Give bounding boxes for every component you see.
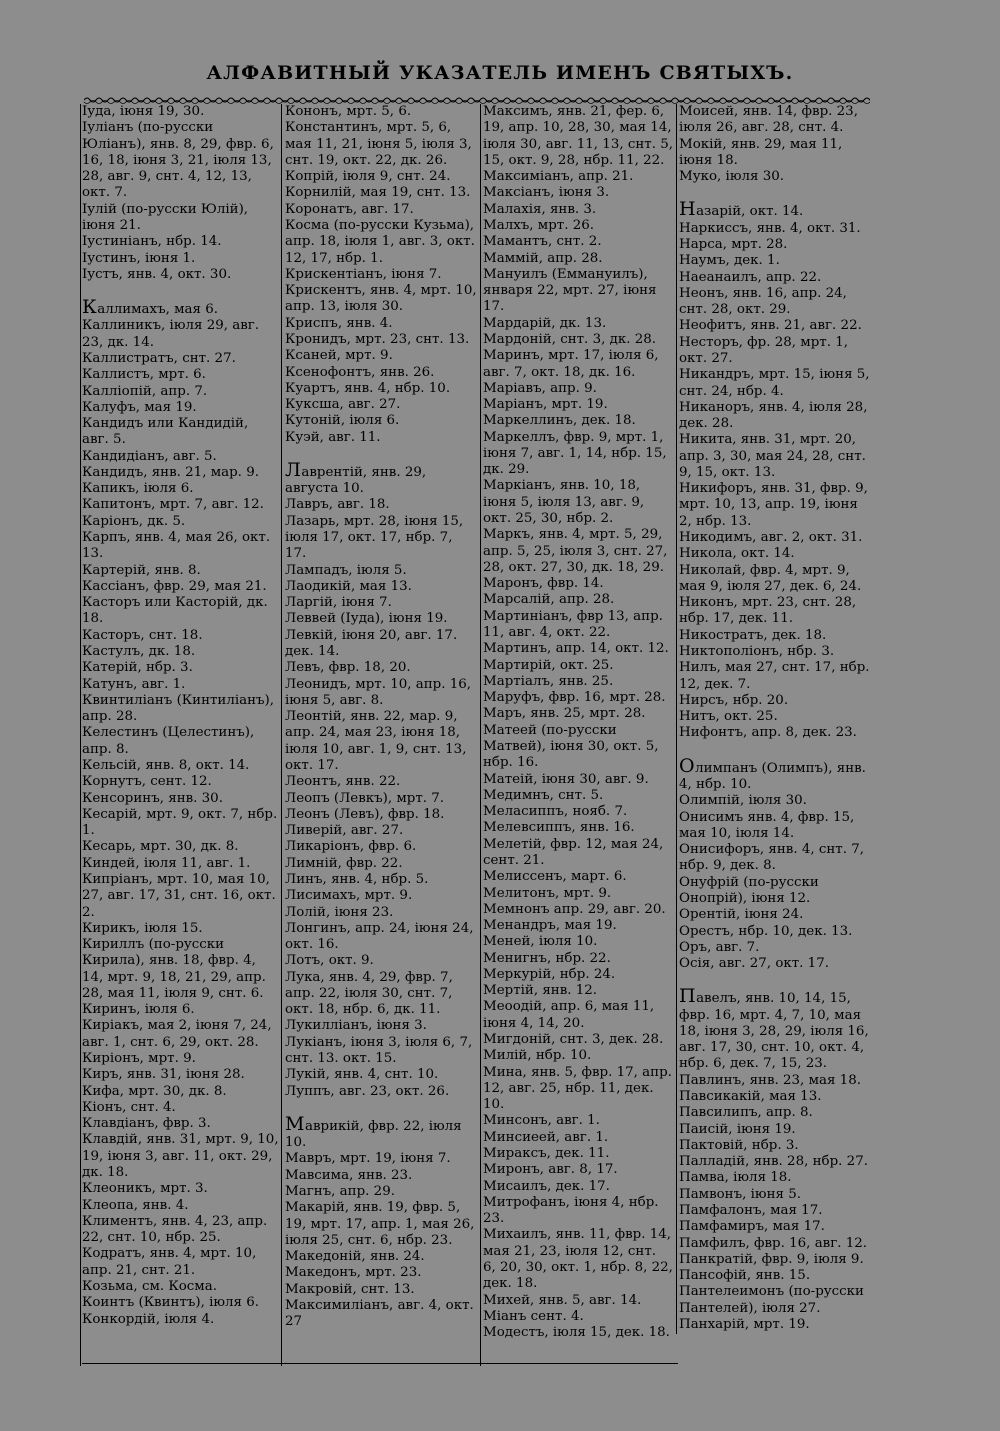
index-entry: Малхъ, мрт. 26.	[483, 217, 594, 233]
column-divider	[281, 104, 282, 1366]
index-entry: Никостратъ, дек. 18.	[679, 627, 827, 643]
entry-text: азарій, окт. 14.	[696, 204, 804, 220]
index-entry: Нарса, мрт. 28.	[679, 236, 788, 252]
index-entry: Маръ, янв. 25, мрт. 28.	[483, 706, 646, 722]
index-entry: Малахія, янв. 3.	[483, 201, 597, 217]
index-entry: Наркиссъ, янв. 4, окт. 31.	[679, 220, 861, 236]
index-entry: Мертій, янв. 12.	[483, 983, 598, 999]
index-entry: Кіонъ, снт. 4.	[82, 1099, 176, 1115]
index-entry: Крискентіанъ, іюня 7.	[285, 266, 442, 282]
index-entry: Мокій, янв. 29, мая 11, іюня 18.	[679, 136, 843, 168]
index-entry: Кронидъ, мрт. 23, снт. 13.	[285, 331, 470, 347]
index-entry: Каллиникъ, іюля 29, авг. 23, дк. 14.	[82, 318, 260, 350]
index-entry: Мардоній, снт. 3, дк. 28.	[483, 331, 657, 347]
column-divider	[676, 104, 677, 1334]
index-entry: Онисимъ янв. 4, фвр. 15, мая 10, іюля 14.	[679, 809, 855, 841]
section-initial-letter: П	[679, 985, 697, 1008]
index-entry: Киръ, янв. 31, іюня 28.	[82, 1067, 245, 1083]
index-entry: Маронъ, фвр. 14.	[483, 576, 604, 592]
index-entry: Мануилъ (Еммануилъ), января 22, мрт. 27, іюня 17.	[483, 266, 657, 315]
index-entry: Миронъ, авг. 8, 17.	[483, 1162, 618, 1178]
index-entry: Лонгинъ, апр. 24, іюня 24, окт. 16.	[285, 920, 474, 953]
index-entry: Картерій, янв. 8.	[82, 562, 201, 578]
index-entry: Климентъ, янв. 4, 23, апр. 22, снт. 10, нбр. 25.	[82, 1213, 268, 1246]
entry-text: авелъ, янв. 10, 14, 15, фвр. 16, мрт. 4, 7, 10, мая 18, іюня 3, 28, 29, іюля 16, авг. 17, 30, снт. 10, окт. 4, нбр. 6, дек. 7, 15, 23.	[679, 991, 869, 1072]
index-entry: Максимъ, янв. 21, фер. 6, 19, апр. 10, 28, 30, мая 14, іюля 30, авг. 11, 13, снт. 5, 15, окт. 9, 28, нбр. 11, 22.	[483, 104, 673, 168]
index-entry: Конкордій, іюля 4.	[82, 1311, 215, 1327]
index-entry: Копрій, іюля 9, снт. 24.	[285, 169, 451, 185]
index-entry: Киринъ, іюля 6.	[82, 1002, 195, 1018]
index-entry: Маринъ, мрт. 17, іюля 6, авг. 7, окт. 18, дк. 16.	[483, 348, 659, 380]
index-entry: Ликаріонъ, фвр. 6.	[285, 839, 417, 855]
index-entry: Ксаней, мрт. 9.	[285, 348, 393, 364]
index-entry: Іуліанъ (по-русски Юліанъ), янв. 8, 29, фвр. 6, 16, 18, іюня 3, 21, іюля 13, 28, авг. 9, снт. 4, 12, 13, окт. 7.	[82, 120, 274, 201]
index-entry: Кандидъ или Кандидій, авг. 5.	[82, 416, 249, 448]
index-entry: Леонъ (Левъ), фвр. 18.	[285, 806, 445, 822]
index-entry: Калліопій, апр. 7.	[82, 383, 208, 399]
index-entry: Македоній, янв. 24.	[285, 1249, 425, 1265]
index-entry: Кипріанъ, мрт. 10, мая 10, 27, авг. 17, 31, снт. 16, окт. 2.	[82, 871, 276, 920]
index-entry: Павлинъ, янв. 23, мая 18.	[679, 1072, 861, 1088]
index-entry: Меркурій, нбр. 24.	[483, 966, 616, 982]
index-entry: Пактовій, нбр. 3.	[679, 1137, 799, 1153]
entry-text: аврентій, янв. 29, августа 10.	[285, 464, 427, 497]
index-entry: Кассіанъ, фвр. 29, мая 21.	[82, 578, 267, 594]
index-entry: Макарій, янв. 19, фвр. 5, 19, мрт. 17, апр. 1, мая 26, іюля 25, снт. 6, нбр. 23.	[285, 1200, 475, 1248]
index-entry: Квинтиліанъ (Кинтиліанъ), апр. 28.	[82, 692, 275, 725]
index-entry: Наумъ, дек. 1.	[679, 253, 780, 269]
index-entry: Коинтъ (Квинтъ), іюля 6.	[82, 1295, 260, 1311]
index-entry: Михаилъ, янв. 11, фвр. 14, мая 21, 23, іюля 12, снт. 6, 20, 30, окт. 1, нбр. 8, 22, дек. 18.	[483, 1227, 673, 1292]
index-entry: Палладій, янв. 28, нбр. 27.	[679, 1154, 868, 1170]
index-entry: Мелевсиппъ, янв. 16.	[483, 820, 635, 836]
index-entry: Касторъ, снт. 18.	[82, 627, 203, 643]
index-entry: Николай, фвр. 4, мрт. 9, мая 9, іюля 27, дек. 6, 24.	[679, 562, 862, 594]
index-entry: Корнилій, мая 19, снт. 13.	[285, 185, 471, 201]
index-entry: Кенсоринъ, янв. 30.	[82, 790, 223, 806]
index-entry: Михей, янв. 5, авг. 14.	[483, 1292, 642, 1308]
section-initial-letter: Н	[679, 198, 697, 221]
page-title: АЛФАВИТНЫЙ УКАЗАТЕЛЬ ИМЕНЪ СВЯТЫХЪ.	[206, 62, 794, 84]
index-entry: Онуфрій (по-русски Онопрій), іюня 12.	[679, 874, 819, 906]
index-entry: Лукилліанъ, іюня 3.	[285, 1018, 427, 1034]
index-entry: Мартіалъ, янв. 25.	[483, 673, 614, 689]
index-entry: Онисифоръ, янв. 4, снт. 7, нбр. 9, дек. 8.	[679, 842, 864, 874]
index-entry: Левъ, фвр. 18, 20.	[285, 660, 411, 676]
index-entry: Осія, авг. 27, окт. 17.	[679, 956, 829, 972]
index-entry: Косма (по-русски Кузьма), апр. 18, іюля 1, авг. 3, окт. 12, 17, нбр. 1.	[285, 217, 475, 266]
index-entry: Нитъ, окт. 25.	[679, 709, 778, 725]
letter-section-first-entry	[679, 198, 873, 221]
index-entry: Карпъ, янв. 4, мая 26, окт. 13.	[82, 530, 271, 562]
index-entry: Леонтій, янв. 22, мар. 9, апр. 24, мая 23, іюня 18, іюля 10, авг. 1, 9, снт. 13, окт. 17.	[285, 709, 467, 773]
index-entry: Нирсъ, нбр. 20.	[679, 692, 789, 708]
index-entry: Коронатъ, авг. 17.	[285, 201, 414, 217]
index-entry: Калуфъ, мая 19.	[82, 399, 197, 415]
index-entry: Никифоръ, янв. 31, фвр. 9, мрт. 10, 13, апр. 19, іюня 2, нбр. 13.	[679, 481, 868, 529]
index-entry: Мигдоній, снт. 3, дек. 28.	[483, 1032, 664, 1048]
index-entry: Марсалій, апр. 28.	[483, 592, 615, 608]
index-column-1	[82, 104, 279, 1328]
index-entry: Панкратій, фвр. 9, іюля 9.	[679, 1251, 864, 1267]
index-entry: Козьма, см. Косма.	[82, 1278, 217, 1294]
index-entry: Олимпій, іюля 30.	[679, 793, 807, 809]
index-entry: Никтополіонъ, нбр. 3.	[679, 644, 835, 659]
index-entry: Кельсій, янв. 8, окт. 14.	[82, 757, 250, 773]
index-entry: Киндей, іюля 11, авг. 1.	[82, 855, 251, 871]
index-entry: Несторъ, фр. 28, мрт. 1, окт. 27.	[679, 334, 848, 366]
index-entry: Маммій, апр. 28.	[483, 250, 603, 266]
index-entry: Леопъ (Левкъ), мрт. 7.	[285, 790, 445, 806]
index-entry: Никаноръ, янв. 4, іюля 28, дек. 28.	[679, 399, 868, 432]
index-entry: Никола, окт. 14.	[679, 546, 795, 562]
index-entry: Куксша, авг. 27.	[285, 397, 401, 413]
index-entry: Памва, іюля 18.	[679, 1170, 792, 1186]
index-entry: Клеопа, янв. 4.	[82, 1197, 189, 1213]
bottom-rule	[82, 1363, 678, 1364]
index-entry: Каріонъ, дк. 5.	[82, 513, 186, 529]
index-entry: Ларгій, іюня 7.	[285, 595, 392, 611]
index-entry: Келестинъ (Целестинъ), апр. 8.	[82, 725, 255, 757]
index-entry: Никита, янв. 31, мрт. 20, апр. 3, 30, мая 24, 28, снт. 9, 15, окт. 13.	[679, 432, 866, 480]
index-entry: Неонъ, янв. 16, апр. 24, снт. 28, окт. 29.	[679, 285, 847, 318]
index-entry: Капикъ, іюля 6.	[82, 481, 194, 497]
index-entry: Орентій, іюня 24.	[679, 907, 804, 923]
index-entry: Іустинъ, іюня 1.	[82, 250, 196, 266]
index-entry: Кесарь, мрт. 30, дк. 8.	[82, 839, 239, 855]
index-entry: Киріонъ, мрт. 9.	[82, 1051, 196, 1067]
index-entry: Лука, янв. 4, 29, фвр. 7, апр. 22, іюля 30, снт. 7, окт. 18, нбр. 6, дк. 11.	[285, 969, 453, 1018]
index-entry: Мартирій, окт. 25.	[483, 657, 614, 673]
index-entry: Іустиніанъ, нбр. 14.	[82, 234, 222, 250]
index-entry: Маркеллинъ, дек. 18.	[483, 413, 636, 429]
index-entry: Матеій, іюня 30, авг. 9.	[483, 771, 649, 787]
entry-text: лимпанъ (Олимпъ), янв. 4, нбр. 10.	[679, 760, 866, 792]
column-divider	[480, 104, 481, 1366]
index-entry: Магнъ, апр. 29.	[285, 1184, 395, 1199]
index-entry: Менигнъ, нбр. 22.	[483, 950, 611, 966]
index-entry: Памфамиръ, мая 17.	[679, 1219, 825, 1235]
index-entry: Мисаилъ, дек. 17.	[483, 1178, 610, 1194]
index-entry: Памфалонъ, мая 17.	[679, 1203, 823, 1218]
index-entry: Мамантъ, снт. 2.	[483, 234, 602, 250]
index-entry: Катерій, нбр. 3.	[82, 660, 193, 676]
index-entry: Іустъ, янв. 4, окт. 30.	[82, 266, 232, 282]
index-entry: Мавръ, мрт. 19, іюня 7.	[285, 1151, 451, 1167]
entry-text: аврикій, фвр. 22, іюля 10.	[285, 1118, 462, 1151]
index-entry: Никонъ, мрт. 23, снт. 28, нбр. 17, дек. 11.	[679, 595, 857, 627]
index-entry: Нифонтъ, апр. 8, дек. 23.	[679, 725, 857, 741]
letter-section-first-entry	[679, 754, 873, 794]
index-entry: Пансофій, янв. 15.	[679, 1268, 811, 1284]
index-entry: Лавръ, авг. 18.	[285, 497, 390, 513]
index-entry: Клавдіанъ, фвр. 3.	[82, 1116, 211, 1132]
index-entry: Меоодій, апр. 6, мая 11, іюня 4, 14, 20.	[483, 999, 655, 1031]
index-entry: Муко, іюля 30.	[679, 169, 784, 185]
index-entry: Кесарій, мрт. 9, окт. 7, нбр. 1.	[82, 806, 278, 839]
index-entry: Моисей, янв. 14, фвр. 23, іюля 26, авг. 28, снт. 4.	[679, 104, 858, 136]
index-entry: Лазарь, мрт. 28, іюня 15, іюля 17, окт. 17, нбр. 7, 17.	[285, 513, 464, 562]
index-entry: Каллистъ, мрт. 6.	[82, 367, 206, 383]
index-entry: Милій, нбр. 10.	[483, 1048, 592, 1064]
index-entry: Наеанаилъ, апр. 22.	[679, 269, 822, 285]
index-entry: Медимнъ, снт. 5.	[483, 787, 604, 803]
index-entry: Леввей (Іуда), іюня 19.	[285, 611, 448, 627]
index-entry: Лампадъ, іюля 5.	[285, 562, 407, 578]
index-entry: Памвонъ, іюня 5.	[679, 1186, 801, 1202]
index-entry: Менандръ, мая 19.	[483, 918, 617, 934]
section-initial-letter: М	[285, 1112, 305, 1135]
index-entry: Кастулъ, дк. 18.	[82, 644, 196, 659]
index-entry: Никодимъ, авг. 2, окт. 31.	[679, 530, 863, 546]
index-entry: Митрофанъ, іюня 4, нбр. 23.	[483, 1194, 659, 1227]
index-entry: Модестъ, іюля 15, дек. 18.	[483, 1325, 670, 1341]
index-entry: Макровій, снт. 13.	[285, 1281, 415, 1297]
index-entry: Кодратъ, янв. 4, мрт. 10, апр. 21, снт. 21.	[82, 1246, 257, 1278]
index-entry: Корнутъ, сент. 12.	[82, 774, 212, 790]
index-entry: Криспъ, янв. 4.	[285, 315, 393, 331]
index-entry: Нилъ, мая 27, снт. 17, нбр. 12, дек. 7.	[679, 660, 870, 692]
index-entry: Мелиссенъ, март. 6.	[483, 869, 627, 885]
index-entry: Кутоній, іюля 6.	[285, 413, 400, 429]
index-entry: Константинъ, мрт. 5, 6, мая 11, 21, іюня 5, іюля 3, снт. 19, окт. 22, дк. 26.	[285, 120, 472, 168]
index-entry: Клавдій, янв. 31, мрт. 9, 10, 19, іюня 3, авг. 11, окт. 29, дк. 18.	[82, 1132, 279, 1180]
index-entry: Павсикакій, мая 13.	[679, 1089, 822, 1105]
index-column-4	[679, 104, 873, 1333]
index-entry: Никандръ, мрт. 15, іюня 5, снт. 24, нбр. 4.	[679, 367, 870, 399]
index-entry: Маріавъ, апр. 9.	[483, 380, 597, 396]
index-entry: Капитонъ, мрт. 7, авг. 12.	[82, 497, 264, 513]
index-entry: Катунъ, авг. 1.	[82, 676, 186, 692]
index-entry: Касторъ или Касторій, дк. 18.	[82, 595, 268, 627]
index-entry: Лаодикій, мая 13.	[285, 578, 412, 594]
index-entry: Матеей (по-русски Матвей), іюня 30, окт. 5, нбр. 16.	[483, 722, 659, 771]
index-entry: Лукій, янв. 4, снт. 10.	[285, 1067, 439, 1083]
index-entry: Лотъ, окт. 9.	[285, 953, 374, 969]
index-entry: Лукіанъ, іюня 3, іюля 6, 7, снт. 13. окт. 15.	[285, 1034, 473, 1067]
letter-section-first-entry	[82, 296, 279, 319]
index-entry: Кандидъ, янв. 21, мар. 9.	[82, 464, 259, 480]
index-entry: Меласиппъ, нояб. 7.	[483, 804, 628, 820]
index-entry: Левкій, іюня 20, авг. 17. дек. 14.	[285, 627, 458, 659]
index-entry: Линъ, янв. 4, нбр. 5.	[285, 871, 429, 887]
index-entry: Минсонъ, авг. 1.	[483, 1113, 600, 1129]
index-entry: Куэй, авг. 11.	[285, 429, 381, 445]
index-entry: Мелетій, фвр. 12, мая 24, сент. 21.	[483, 836, 664, 868]
index-entry: Максіанъ, іюня 3.	[483, 185, 610, 201]
index-column-2	[285, 104, 477, 1331]
section-initial-letter: Л	[285, 458, 302, 481]
index-entry: Меней, іюля 10.	[483, 934, 598, 950]
index-entry: Леонидъ, мрт. 10, апр. 16, іюня 5, авг. 8.	[285, 676, 472, 708]
index-entry: Мавсима, янв. 23.	[285, 1167, 413, 1183]
index-entry: Іулій (по-русски Юлій), іюня 21.	[82, 201, 249, 233]
index-entry: Минсиеей, авг. 1.	[483, 1129, 609, 1145]
index-entry: Мина, янв. 5, фвр. 17, апр. 12, авг. 25, нбр. 11, дек. 10.	[483, 1064, 672, 1113]
index-entry: Кандидіанъ, авг. 5.	[82, 448, 217, 464]
index-column-3	[483, 104, 673, 1341]
index-entry: Максимиліанъ, авг. 4, окт. 27	[285, 1297, 474, 1330]
index-entry: Міанъ сент. 4.	[483, 1308, 584, 1324]
index-entry: Македонъ, мрт. 23.	[285, 1265, 422, 1281]
index-entry: Памфилъ, фвр. 16, авг. 12.	[679, 1235, 868, 1251]
index-entry: Крискентъ, янв. 4, мрт. 10, апр. 13, іюля 30.	[285, 283, 477, 315]
index-entry: Мардарій, дк. 13.	[483, 315, 607, 331]
index-entry: Киріакъ, мая 2, іюня 7, 24, авг. 1, снт. 6, 29, окт. 28.	[82, 1018, 272, 1050]
index-entry: Мираксъ, дек. 11.	[483, 1146, 610, 1161]
letter-section-first-entry	[679, 985, 873, 1072]
index-entry: Маркеллъ, фвр. 9, мрт. 1, іюня 7, авг. 1, 14, нбр. 15, дк. 29.	[483, 429, 667, 478]
section-initial-letter: О	[679, 754, 696, 777]
index-entry: Лолій, іюня 23.	[285, 904, 394, 920]
index-entry: Максиміанъ, апр. 21.	[483, 169, 634, 185]
index-entry: Мелитонъ, мрт. 9.	[483, 885, 612, 901]
index-entry: Каллистратъ, снт. 27.	[82, 350, 236, 366]
index-entry: Пантелеимонъ (по-русски Пантелей), іюля 27.	[679, 1284, 864, 1316]
index-entry: Мартиніанъ, фвр 13, апр. 11, авг. 4, окт. 22.	[483, 608, 663, 640]
index-entry: Маркіанъ, янв. 10, 18, іюня 5, іюля 13, авг. 9, окт. 25, 30, нбр. 2.	[483, 478, 645, 527]
index-entry: Кифа, мрт. 30, дк. 8.	[82, 1083, 227, 1099]
index-entry: Панхарій, мрт. 19.	[679, 1316, 810, 1332]
index-entry: Маркъ, янв. 4, мрт. 5, 29, апр. 5, 25, іюля 3, снт. 27, 28, окт. 27, 30, дк. 18, 29.	[483, 527, 668, 575]
index-entry: Кирикъ, іюля 15.	[82, 920, 203, 936]
index-entry: Клеоникъ, мрт. 3.	[82, 1181, 208, 1197]
letter-section-first-entry	[285, 1112, 477, 1152]
index-entry: Куартъ, янв. 4, нбр. 10.	[285, 380, 451, 396]
section-initial-letter: К	[82, 296, 98, 319]
index-entry: Оръ, авг. 7.	[679, 939, 760, 955]
entry-text: аллимахъ, мая 6.	[97, 302, 219, 318]
index-entry: Іуда, іюня 19, 30.	[82, 104, 205, 119]
index-entry: Ксенофонтъ, янв. 26.	[285, 364, 435, 380]
index-entry: Леонтъ, янв. 22.	[285, 774, 401, 790]
index-entry: Лимній, фвр. 22.	[285, 855, 403, 871]
index-entry: Павсилипъ, апр. 8.	[679, 1105, 813, 1121]
index-entry: Маруфъ, фвр. 16, мрт. 28.	[483, 690, 666, 706]
index-entry: Кононъ, мрт. 5, 6.	[285, 104, 412, 119]
letter-section-first-entry	[285, 458, 477, 498]
index-entry: Мемнонъ апр. 29, авг. 20.	[483, 901, 666, 917]
index-entry: Луппъ, авг. 23, окт. 26.	[285, 1083, 450, 1099]
index-entry: Неофитъ, янв. 21, авг. 22.	[679, 318, 862, 334]
index-entry: Мартинъ, апр. 14, окт. 12.	[483, 641, 669, 657]
index-entry: Орестъ, нбр. 10, дек. 13.	[679, 923, 853, 939]
index-entry: Лисимахъ, мрт. 9.	[285, 888, 413, 904]
column-divider	[80, 104, 81, 1366]
index-entry: Маріанъ, мрт. 19.	[483, 397, 608, 413]
index-entry: Кириллъ (по-русски Кирила), янв. 18, фвр. 4, 14, мрт. 9, 18, 21, 29, апр. 28, мая 11, іюля 9, снт. 6.	[82, 937, 266, 1001]
index-entry: Паисій, іюня 19.	[679, 1121, 796, 1137]
index-entry: Ливерій, авг. 27.	[285, 823, 404, 839]
